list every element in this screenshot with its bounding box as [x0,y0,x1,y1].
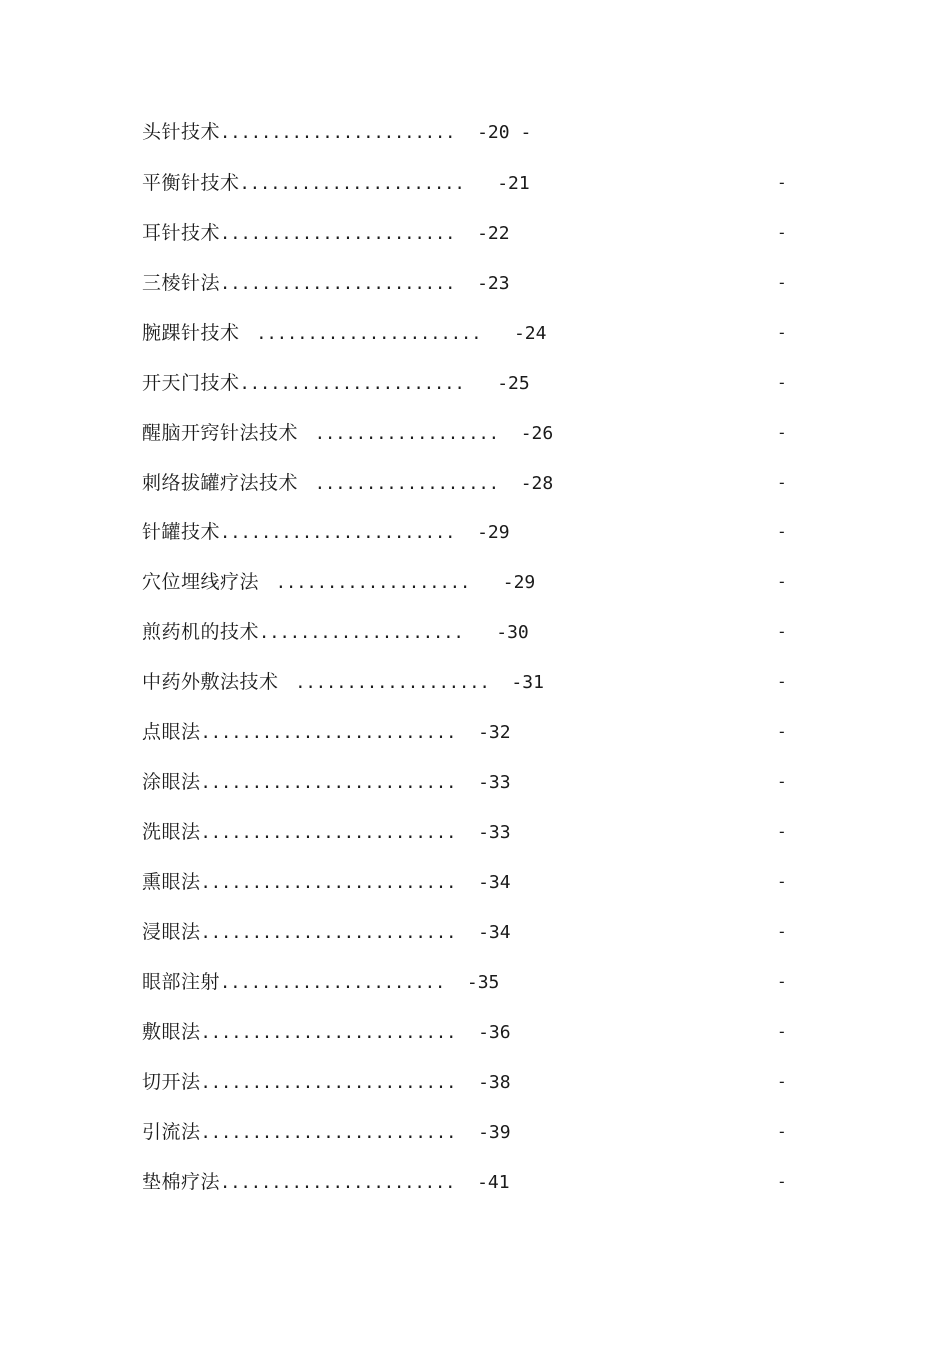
toc-leader-dots: ...................... [246,324,482,344]
toc-page-number: -34 [456,922,511,943]
toc-entry[interactable] [0,817,950,847]
toc-trailing-dash: - [777,423,787,442]
toc-page-number: -36 [456,1022,511,1043]
toc-entry[interactable] [0,418,950,448]
toc-trailing-dash: - [777,922,787,941]
toc-entry-title: 开天门技术 [142,372,240,394]
toc-entry-title: 垫棉疗法 [142,1171,221,1193]
toc-entry-title: 浸眼法 [142,921,201,943]
toc-entry-title: 切开法 [142,1071,201,1093]
toc-page-number: -29 [470,572,536,593]
toc-entry[interactable] [0,667,950,697]
toc-entry[interactable] [0,268,950,298]
toc-leader-dots: ....................... [220,1173,456,1193]
toc-entry-title: 洗眼法 [142,821,201,843]
toc-page-number: -20 - [455,122,532,143]
toc-leader-dots: .................... [259,623,464,643]
toc-entry-title: 三棱针法 [142,272,221,294]
toc-entry-title: 煎药机的技术 [142,621,260,643]
toc-entry[interactable] [0,967,950,997]
toc-page-number: -21 [464,173,530,194]
toc-leader-dots: ...................... [239,174,465,194]
toc-trailing-dash: - [777,1172,787,1191]
toc-entry-title: 眼部注射 [142,971,221,993]
toc-trailing-dash: - [777,1122,787,1141]
toc-entry-title: 醒脑开窍针法技术 [142,422,305,444]
toc-page-number: -35 [445,972,500,993]
toc-entry-title: 平衡针技术 [142,172,240,194]
toc-trailing-dash: - [777,323,787,342]
toc-leader-dots: ......................... [200,923,457,943]
toc-page-number: -32 [456,722,511,743]
toc-trailing-dash: - [777,373,787,392]
toc-entry-title: 穴位埋线疗法 [142,571,266,593]
toc-page-number: -24 [481,323,547,344]
toc-entry-title: 涂眼法 [142,771,201,793]
toc-entry[interactable] [0,168,950,198]
toc-leader-dots: ....................... [220,523,456,543]
toc-entry[interactable] [0,1117,950,1147]
toc-leader-dots: ....................... [220,274,456,294]
toc-leader-dots: ......................... [200,723,457,743]
toc-entry[interactable] [0,1067,950,1097]
toc-entry[interactable] [0,368,950,398]
toc-leader-dots: ......................... [200,823,457,843]
toc-trailing-dash: - [777,872,787,891]
toc-entry-title: 耳针技术 [142,222,221,244]
toc-page-number: -22 [455,223,510,244]
toc-leader-dots: ......................... [200,1023,457,1043]
toc-leader-dots: .................. [304,474,500,494]
toc-leader-dots: ....................... [220,224,456,244]
toc-entry[interactable] [0,717,950,747]
toc-trailing-dash: - [777,772,787,791]
toc-trailing-dash: - [777,722,787,741]
toc-trailing-dash: - [777,622,787,641]
toc-trailing-dash: - [777,273,787,292]
toc-entry[interactable] [0,318,950,348]
toc-entry-title: 腕踝针技术 [142,322,247,344]
toc-entry[interactable] [0,117,950,147]
toc-leader-dots: ......................... [200,1073,457,1093]
toc-entry[interactable] [0,867,950,897]
toc-leader-dots: ......................... [200,873,457,893]
toc-entry[interactable] [0,567,950,597]
toc-entry-title: 熏眼法 [142,871,201,893]
toc-trailing-dash: - [777,173,787,192]
toc-trailing-dash: - [777,223,787,242]
toc-leader-dots: ................... [285,673,490,693]
toc-entry-title: 敷眼法 [142,1021,201,1043]
toc-page-number: -23 [455,273,510,294]
toc-trailing-dash: - [777,473,787,492]
toc-leader-dots: .................. [304,424,500,444]
toc-entry-title: 刺络拔罐疗法技术 [142,472,305,494]
toc-entry-title: 点眼法 [142,721,201,743]
toc-leader-dots: ...................... [239,374,465,394]
toc-trailing-dash: - [777,1022,787,1041]
toc-page-number: -30 [463,622,529,643]
toc-entry-title: 针罐技术 [142,521,221,543]
toc-page-number: -39 [456,1122,511,1143]
toc-entry[interactable] [0,517,950,547]
toc-trailing-dash: - [777,522,787,541]
toc-leader-dots: ...................... [220,973,446,993]
toc-page-number: -33 [456,822,511,843]
toc-page-number: -26 [499,423,554,444]
toc-leader-dots: ................... [265,573,471,593]
toc-page-number: -29 [455,522,510,543]
toc-entry[interactable] [0,1167,950,1197]
toc-trailing-dash: - [777,672,787,691]
toc-leader-dots: ......................... [200,1123,457,1143]
toc-entry[interactable] [0,1017,950,1047]
toc-entry[interactable] [0,468,950,498]
toc-trailing-dash: - [777,822,787,841]
toc-page-number: -28 [499,473,554,494]
toc-leader-dots: ....................... [220,123,456,143]
toc-page-number: -25 [464,373,530,394]
toc-page-number: -34 [456,872,511,893]
toc-entry[interactable] [0,917,950,947]
toc-page-number: -31 [489,672,544,693]
toc-page-number: -38 [456,1072,511,1093]
toc-trailing-dash: - [777,1072,787,1091]
toc-trailing-dash: - [777,572,787,591]
toc-entry-title: 引流法 [142,1121,201,1143]
toc-entry-title: 中药外敷法技术 [142,671,286,693]
toc-entry[interactable] [0,617,950,647]
toc-page-number: -41 [455,1172,510,1193]
toc-leader-dots: ......................... [200,773,457,793]
toc-entry-title: 头针技术 [142,121,221,143]
toc-entry[interactable] [0,218,950,248]
toc-trailing-dash: - [777,972,787,991]
toc-entry[interactable] [0,767,950,797]
toc-page-number: -33 [456,772,511,793]
